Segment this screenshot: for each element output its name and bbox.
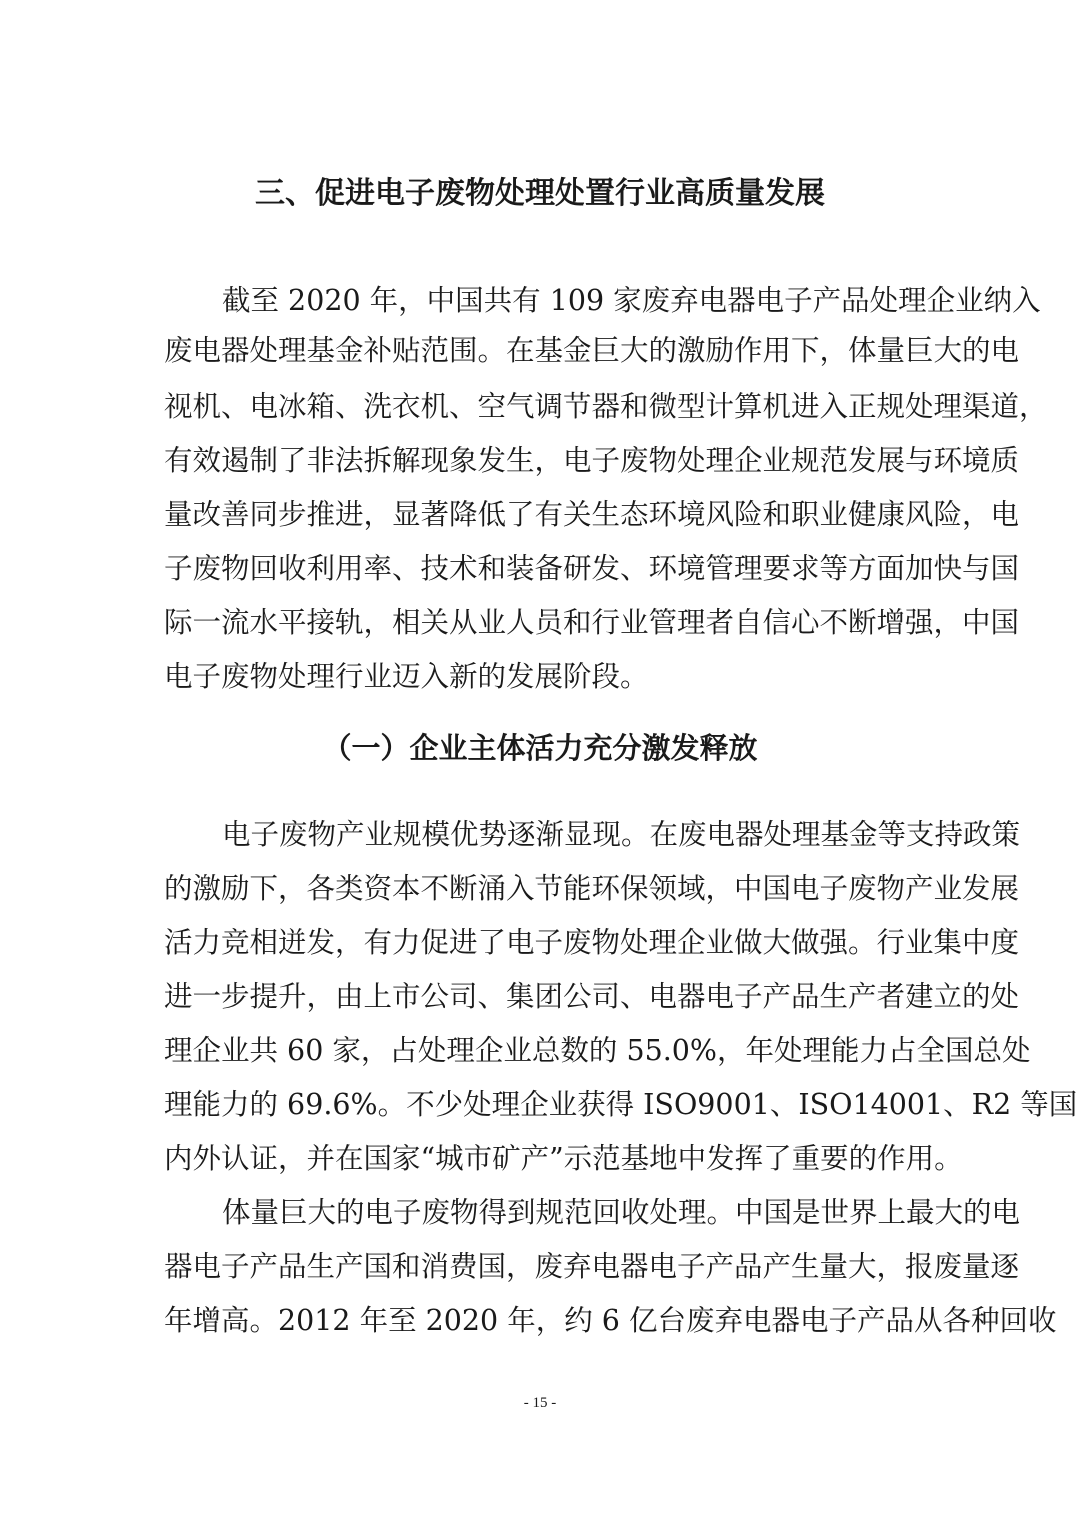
paragraph-line: 有效遏制了非法拆解现象发生，电子废物处理企业规范发展与环境质	[164, 444, 1020, 477]
paragraph-text: 在废电器处理基金等支持政策	[649, 818, 1021, 851]
page-number: - 15 -	[523, 1395, 557, 1411]
paragraph-text: 中国是世界上最大的电	[735, 1196, 1021, 1229]
paragraph-line	[222, 815, 1021, 855]
paragraph-line: 理能力的 69.6%。不少处理企业获得 ISO9001、ISO14001、R2 等国	[164, 1088, 1078, 1121]
paragraph-line: 年增高。2012 年至 2020 年，约 6 亿台废弃电器电子产品从各种回收	[164, 1304, 1057, 1337]
paragraph-lead-sentence: 体量巨大的电子废物得到规范回收处理。	[222, 1196, 736, 1229]
paragraph-line: 电子废物处理行业迈入新的发展阶段。	[164, 660, 649, 693]
subsection-heading: （一）企业主体活力充分激发释放	[322, 731, 758, 765]
paragraph-line: 量改善同步推进，显著降低了有关生态环境风险和职业健康风险，电	[164, 498, 1020, 531]
paragraph-line	[222, 1193, 1021, 1233]
paragraph-line: 活力竞相迸发，有力促进了电子废物处理企业做大做强。行业集中度	[164, 926, 1020, 959]
paragraph-line: 视机、电冰箱、洗衣机、空气调节器和微型计算机进入正规处理渠道，	[164, 390, 1048, 423]
paragraph-line: 理企业共 60 家，占处理企业总数的 55.0%，年处理能力占全国总处	[164, 1034, 1031, 1067]
section-heading: 三、促进电子废物处理处置行业高质量发展	[255, 176, 825, 211]
paragraph-line: 截至 2020 年，中国共有 109 家废弃电器电子产品处理企业纳入	[222, 284, 1041, 317]
paragraph-line: 器电子产品生产国和消费国，废弃电器电子产品产生量大，报废量逐	[164, 1250, 1020, 1283]
paragraph-line: 内外认证，并在国家“城市矿产”示范基地中发挥了重要的作用。	[164, 1142, 963, 1175]
paragraph-line: 的激励下，各类资本不断涌入节能环保领域，中国电子废物产业发展	[164, 872, 1020, 905]
paragraph-line: 进一步提升，由上市公司、集团公司、电器电子产品生产者建立的处	[164, 980, 1020, 1013]
paragraph-line: 子废物回收利用率、技术和装备研发、环境管理要求等方面加快与国	[164, 552, 1020, 585]
paragraph-lead-sentence: 电子废物产业规模优势逐渐显现。	[222, 818, 650, 851]
paragraph-line: 废电器处理基金补贴范围。在基金巨大的激励作用下，体量巨大的电	[164, 334, 1020, 367]
paragraph-line: 际一流水平接轨，相关从业人员和行业管理者自信心不断增强，中国	[164, 606, 1020, 639]
